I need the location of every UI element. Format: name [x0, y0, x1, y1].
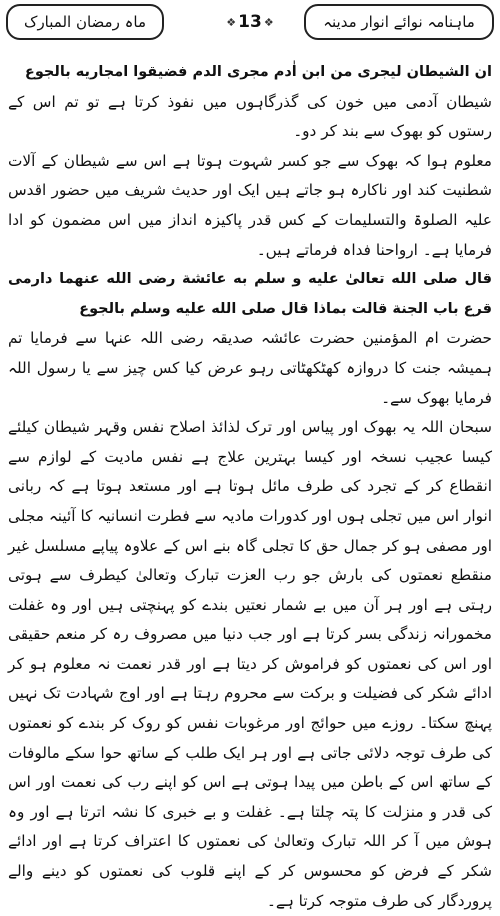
urdu-paragraph: شیطان آدمی میں خون کی گذرگاہوں میں نفوذ کرتا ہے تو تم اس کے رستوں کو بھوک سے بند کر دو۔: [8, 92, 492, 141]
ornament-left-icon: ❖: [226, 15, 237, 29]
arabic-hadith: ان الشیطان لیجری من ابن اٰدم مجری الدم فضیقوا امجاریه بالجوع: [24, 64, 492, 80]
ornament-right-icon: ❖: [263, 15, 274, 29]
magazine-title-box: [304, 4, 494, 40]
urdu-paragraph: معلوم ہوا کہ بھوک سے جو کسر شہوت ہوتا ہے اس سے شیطان کے آلات شطنیت کند اور ناکارہ ہو جاتے ہیں ایک اور حدیث شریف میں حضور اقدس علیہ الصلوۃ والتسلیمات کے کس قدر پاکیزہ انداز میں اس مضمون کو ادا فرمایا ہے۔ ارواحنا فداہ فرماتے ہیں۔: [8, 151, 492, 259]
urdu-paragraph: سبحان اللہ یہ بھوک اور پیاس اور ترک لذائذ اصلاح نفس وقہر شیطان کیلئے کیسا عجیب نسخہ اور کیسا بہترین علاج ہے نفس مادیت کے لوازم سے انقطاع کر کے تجرد کی طرف مائل ہوتا ہے اور مستعد ہوتا ہے کہ ربانی انوار اس میں تجلی ہوں اور کدورات مادیہ سے فطرت انسانیہ کا آئینہ مجلی اور مصفی ہو کر جمال حق کا تجلی گاہ بنے اس کے علاوہ پیاپے مسلسل غیر منقطع نعمتوں کی بارش جو رب العزت تبارک وتعالیٰ کیطرف سے ہوتی رہتی ہے اور ہر آن میں بے شمار نعتیں بندے کو پہنچتی ہیں اور وہ غفلت مخمورانہ زندگی بسر کرتا ہے اور جب دنیا میں مصروف رہ کر منعم حقیقی اور اس کی نعمتوں کو فراموش کر دیتا ہے اور قدر نعمت نہ معلوم ہو کر ادائے شکر کی فضیلت و برکت سے محروم رہتا ہے اور اوج شہادت تک نہیں پہنچ سکتا۔ روزے میں حوائج اور مرغوبات نفس کو روک کر بندے کو نعمتوں کی طرف توجہ دلائی جاتی ہے اور ہر ایک طلب کے ساتھ حوا سکے مالوفات کے ساتھ اس کے باطن میں پیدا ہوتی ہے اس کو اپنے رب کی نعمت اور اس کی قدر و منزلت کا پتہ چلتا ہے۔ غفلت و بے خبری کا نشہ اترتا ہے اور وہ ہوش میں آ کر اللہ تبارک وتعالیٰ کی نعمتوں کا اعتراف کرتا ہے اور ادائے شکر کے فرض کو محسوس کر کے اپنے قلوب کی نعمتوں کو دینے والے پروردگار کی طرف متوجہ کرتا ہے۔: [8, 418, 492, 910]
page-number: [216, 11, 284, 33]
urdu-paragraph: حضرت ام المؤمنین حضرت عائشہ صدیقہ رضی اللہ عنہا سے فرمایا تم ہمیشہ جنت کا دروازہ کھٹکھٹاتی رہو عرض کیا کس چیز سے یا رسول اللہ فرمایا بھوک سے۔: [8, 329, 492, 407]
page-number-value: 13: [238, 12, 262, 32]
magazine-title: ماہنامہ نوائے انوار مدینہ: [323, 13, 475, 31]
arabic-hadith: قال صلی الله تعالیٰ علیه و سلم به عائشة رضی الله عنهما دارمی قرع باب الجنة قالت بماذا قال صلی الله علیه وسلم بالجوع: [8, 271, 492, 317]
issue-title-box: [6, 4, 164, 40]
issue-title: ماہ رمضان المبارک: [24, 13, 146, 31]
page-header: [6, 4, 494, 42]
article-body: [8, 58, 492, 916]
